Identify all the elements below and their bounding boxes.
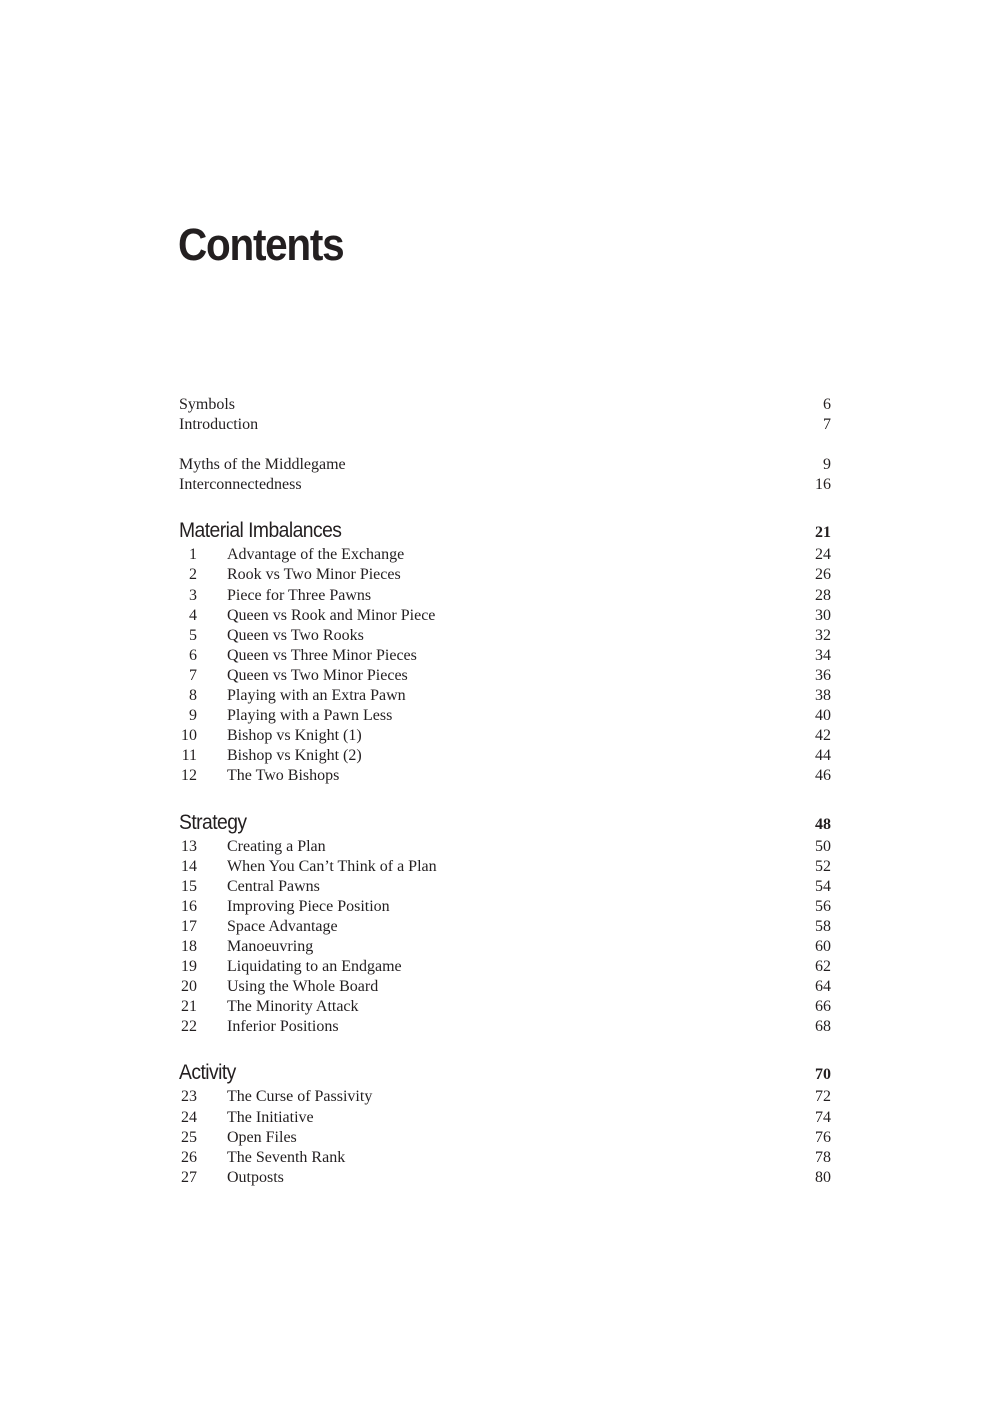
toc-section (179, 1061, 831, 1187)
toc-entry-page: 9 (823, 456, 831, 474)
chapter-title: Rook vs Two Minor Pieces (227, 566, 401, 584)
chapter-entry[interactable] (179, 997, 831, 1017)
chapter-entry[interactable] (179, 1087, 831, 1107)
toc-section (179, 519, 831, 786)
chapter-entry[interactable] (179, 1128, 831, 1148)
toc-entry-page: 16 (815, 476, 831, 494)
chapter-number: 25 (181, 1128, 197, 1146)
chapter-title: Piece for Three Pawns (227, 586, 372, 604)
chapter-entry[interactable] (179, 706, 831, 726)
chapter-title: When You Can’t Think of a Plan (227, 857, 437, 875)
toc-entry-page: 6 (823, 396, 831, 413)
chapter-title: Using the Whole Board (227, 978, 379, 996)
chapter-title: The Minority Attack (227, 998, 359, 1016)
chapter-number: 13 (181, 837, 197, 855)
chapter-entry[interactable] (179, 746, 831, 766)
chapter-page: 46 (815, 767, 831, 785)
chapter-entry[interactable] (179, 977, 831, 997)
toc-entry-page: 7 (823, 416, 831, 434)
chapter-page: 56 (815, 897, 831, 915)
chapter-title: Manoeuvring (227, 937, 314, 955)
chapter-title: Queen vs Two Minor Pieces (227, 666, 408, 684)
chapter-title: Queen vs Rook and Minor Piece (227, 606, 436, 624)
chapter-page: 24 (815, 546, 831, 564)
sections-list (179, 519, 831, 1188)
toc-entry-title: Interconnectedness (179, 476, 302, 494)
chapter-entry[interactable] (179, 646, 831, 666)
chapter-entry[interactable] (179, 877, 831, 897)
chapter-page: 30 (815, 606, 831, 624)
chapter-title: Bishop vs Knight (2) (227, 747, 362, 765)
chapter-title: The Seventh Rank (227, 1148, 346, 1166)
chapter-page: 34 (815, 646, 831, 664)
chapter-entry[interactable] (179, 586, 831, 606)
section-page: 21 (815, 524, 831, 542)
toc-entry-title: Introduction (179, 416, 259, 434)
toc-entry-title: Symbols (179, 396, 236, 413)
chapter-page: 54 (815, 877, 831, 895)
chapter-number: 21 (181, 998, 197, 1016)
spacer (179, 435, 831, 455)
toc-entry[interactable] (179, 415, 831, 435)
chapter-page: 76 (815, 1128, 831, 1146)
chapter-number: 6 (189, 646, 197, 664)
chapter-page: 28 (815, 586, 831, 604)
chapter-title: The Initiative (227, 1108, 314, 1126)
toc-section (179, 811, 831, 1038)
chapter-title: Playing with an Extra Pawn (227, 687, 406, 705)
chapter-title: Space Advantage (227, 917, 338, 935)
chapter-number: 19 (181, 958, 197, 976)
chapter-page: 72 (815, 1088, 831, 1106)
chapter-number: 5 (189, 626, 197, 644)
chapter-entry[interactable] (179, 1017, 831, 1037)
chapter-number: 8 (189, 687, 197, 705)
chapter-number: 1 (189, 546, 197, 564)
table-of-contents (179, 395, 831, 1188)
chapter-entry[interactable] (179, 726, 831, 746)
chapter-entry[interactable] (179, 686, 831, 706)
toc-entry[interactable] (179, 455, 831, 475)
chapter-title: Queen vs Two Rooks (227, 626, 364, 644)
chapter-page: 80 (815, 1168, 831, 1186)
chapter-entry[interactable] (179, 897, 831, 917)
chapter-number: 14 (181, 857, 197, 875)
chapter-title: Queen vs Three Minor Pieces (227, 646, 417, 664)
chapter-number: 26 (181, 1148, 197, 1166)
chapter-entry[interactable] (179, 626, 831, 646)
chapter-number: 4 (189, 606, 197, 624)
chapter-entry[interactable] (179, 565, 831, 585)
chapter-entry[interactable] (179, 545, 831, 565)
chapter-page: 62 (815, 958, 831, 976)
chapter-title: Liquidating to an Endgame (227, 958, 402, 976)
chapter-page: 42 (815, 727, 831, 745)
chapter-page: 40 (815, 707, 831, 725)
chapter-number: 27 (181, 1168, 197, 1186)
chapter-number: 3 (189, 586, 197, 604)
chapter-page: 52 (815, 857, 831, 875)
chapter-page: 26 (815, 566, 831, 584)
chapter-number: 20 (181, 978, 197, 996)
chapter-title: Playing with a Pawn Less (227, 707, 393, 725)
chapter-title: The Two Bishops (227, 767, 340, 785)
section-page: 48 (815, 815, 831, 833)
chapter-title: Open Files (227, 1128, 297, 1146)
chapter-page: 66 (815, 998, 831, 1016)
chapter-number: 24 (181, 1108, 197, 1126)
chapter-number: 15 (181, 877, 197, 895)
section-title: Material Imbalances (179, 519, 342, 543)
chapter-number: 22 (181, 1018, 197, 1036)
chapter-entry[interactable] (179, 857, 831, 877)
chapter-title: Improving Piece Position (227, 897, 390, 915)
chapter-title: Central Pawns (227, 877, 320, 895)
chapter-number: 23 (181, 1088, 197, 1106)
chapter-number: 16 (181, 897, 197, 915)
chapter-entry[interactable] (179, 957, 831, 977)
section-title: Activity (179, 1061, 236, 1085)
chapter-page: 32 (815, 626, 831, 644)
chapter-page: 74 (815, 1108, 831, 1126)
page-title: Contents (178, 219, 344, 270)
chapter-number: 12 (181, 767, 197, 785)
chapter-entry[interactable] (179, 606, 831, 626)
toc-entry-title: Myths of the Middlegame (179, 456, 346, 474)
chapter-entry[interactable] (179, 666, 831, 686)
chapter-entry[interactable] (179, 766, 831, 786)
chapter-title: Bishop vs Knight (1) (227, 727, 362, 745)
section-page: 70 (815, 1066, 831, 1084)
chapter-entry[interactable] (179, 1168, 831, 1188)
front-matter-list (179, 395, 831, 435)
chapter-page: 58 (815, 917, 831, 935)
chapter-title: Creating a Plan (227, 837, 326, 855)
section-title: Strategy (179, 810, 247, 834)
chapter-title: Advantage of the Exchange (227, 546, 405, 564)
chapter-number: 18 (181, 937, 197, 955)
chapter-page: 78 (815, 1148, 831, 1166)
chapter-page: 68 (815, 1018, 831, 1036)
chapter-number: 2 (189, 566, 197, 584)
chapter-entry[interactable] (179, 837, 831, 857)
chapter-page: 50 (815, 837, 831, 855)
toc-entry[interactable] (179, 395, 831, 415)
toc-entry[interactable] (179, 475, 831, 495)
chapter-number: 9 (189, 707, 197, 725)
front-matter-list-2 (179, 455, 831, 495)
chapter-page: 60 (815, 937, 831, 955)
chapter-entry[interactable] (179, 1108, 831, 1128)
chapter-entry[interactable] (179, 937, 831, 957)
chapter-page: 36 (815, 666, 831, 684)
chapter-entry[interactable] (179, 1148, 831, 1168)
chapter-page: 44 (815, 747, 831, 765)
chapter-number: 10 (181, 727, 197, 745)
chapter-number: 11 (181, 747, 197, 765)
chapter-page: 64 (815, 978, 831, 996)
chapter-number: 17 (181, 917, 197, 935)
chapter-number: 7 (189, 666, 197, 684)
chapter-title: Outposts (227, 1168, 284, 1186)
chapter-title: Inferior Positions (227, 1018, 339, 1036)
chapter-entry[interactable] (179, 917, 831, 937)
chapter-title: The Curse of Passivity (227, 1088, 373, 1106)
chapter-page: 38 (815, 687, 831, 705)
